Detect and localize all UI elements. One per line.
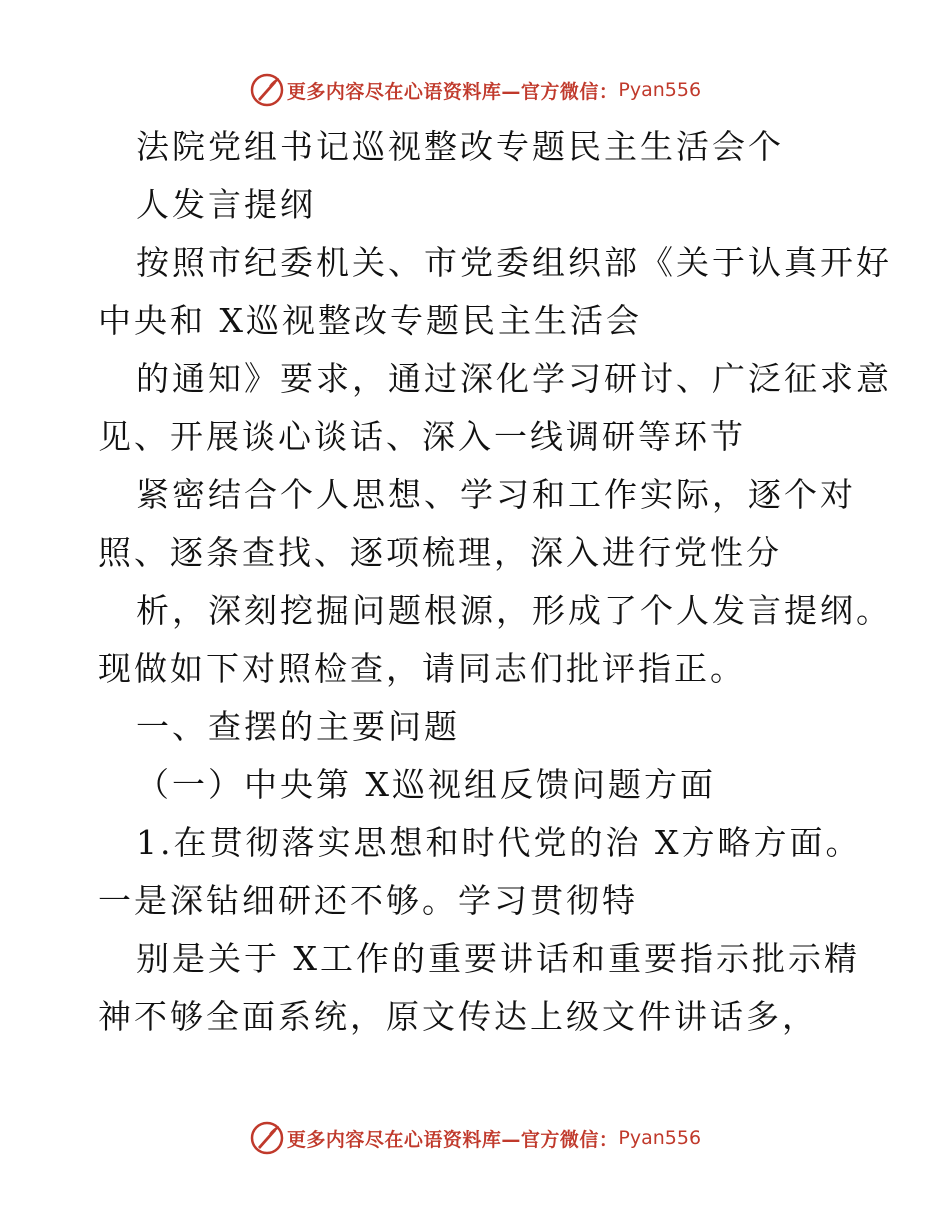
watermark-text: 更多内容尽在心语资料库—官方微信：: [286, 80, 619, 103]
section-heading: 一、查摆的主要问题: [136, 707, 460, 746]
paragraph-line: 1.在贯彻落实思想和时代党的治 X方略方面。: [136, 823, 862, 862]
header-watermark: [0, 70, 950, 110]
paragraph-line: 按照市纪委机关、市党委组织部《关于认真开好: [136, 243, 892, 282]
watermark-wechat-id: Pyan556: [618, 1127, 702, 1149]
footer-watermark: [0, 1118, 950, 1158]
paragraph-line: 一是深钻细研还不够。学习贯彻特: [98, 881, 638, 920]
paragraph-line: 照、逐条查找、逐项梳理，深入进行党性分: [98, 533, 782, 572]
doc-title-line-2: 人发言提纲: [136, 185, 316, 224]
paragraph-line: 神不够全面系统，原文传达上级文件讲话多，: [98, 997, 818, 1036]
paragraph-line: 别是关于 X工作的重要讲话和重要指示批示精: [136, 939, 860, 978]
doc-title-line-1: 法院党组书记巡视整改专题民主生活会个: [136, 127, 784, 166]
paragraph-line: 紧密结合个人思想、学习和工作实际，逐个对: [136, 475, 856, 514]
paragraph-line: 见、开展谈心谈话、深入一线调研等环节: [98, 417, 746, 456]
quill-logo-icon: [249, 1120, 285, 1156]
subsection-heading: （一）中央第 X巡视组反馈问题方面: [136, 765, 716, 804]
paragraph-line: 的通知》要求，通过深化学习研讨、广泛征求意: [136, 359, 892, 398]
document-body: [98, 118, 892, 1046]
paragraph-line: 中央和 X巡视整改专题民主生活会: [98, 301, 642, 340]
watermark-text: 更多内容尽在心语资料库—官方微信：: [286, 1128, 619, 1151]
quill-logo-icon: [249, 72, 285, 108]
paragraph-line: 析，深刻挖掘问题根源，形成了个人发言提纲。: [136, 591, 892, 630]
paragraph-line: 现做如下对照检查，请同志们批评指正。: [98, 649, 746, 688]
watermark-wechat-id: Pyan556: [618, 79, 702, 101]
